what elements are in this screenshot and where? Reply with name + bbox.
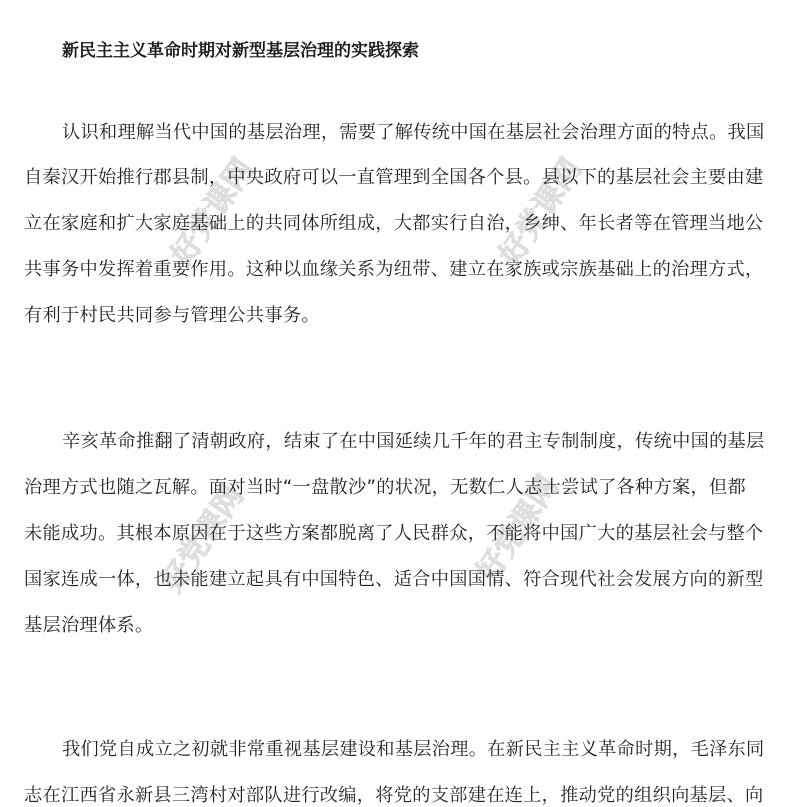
paragraph-line: 未能成功。其根本原因在于这些方案都脱离了人民群众，不能将中国广大的基层社会与整个 [24,523,764,544]
paragraph-line: 治理方式也随之瓦解。面对当时“一盘散沙”的状况，无数仁人志士尝试了各种方案，但都 [24,477,746,498]
paragraph-line: 我们党自成立之初就非常重视基层建设和基层治理。在新民主主义革命时期，毛泽东同 [62,739,765,760]
paragraph-line: 志在江西省永新县三湾村对部队进行改编，将党的支部建在连上，推动党的组织向基层、向 [24,785,764,806]
document-title: 新民主主义革命时期对新型基层治理的实践探索 [62,41,419,61]
paragraph-line: 认识和理解当代中国的基层治理，需要了解传统中国在基层社会治理方面的特点。我国 [62,122,765,143]
watermark: 好党课网 [154,479,251,599]
paragraph-line: 共事务中发挥着重要作用。这种以血缘关系为纽带、建立在家族或宗族基础上的治理方式， [24,259,764,280]
watermark: 好党课网 [164,152,261,272]
paragraph-line: 国家连成一体，也未能建立起具有中国特色、适合中国国情、符合现代社会发展方向的新型 [24,569,764,590]
paragraph-line: 辛亥革命推翻了清朝政府，结束了在中国延续几千年的君主专制制度，传统中国的基层 [62,431,765,452]
paragraph-line: 基层治理体系。 [24,615,154,636]
paragraph-line: 有利于村民共同参与管理公共事务。 [24,305,320,326]
watermark: 好党课网 [492,152,589,272]
watermark: 好党课网 [469,469,566,589]
paragraph-line: 立在家庭和扩大家庭基础上的共同体所组成，大都实行自治，乡绅、年长者等在管理当地公 [24,213,764,234]
paragraph-line: 自秦汉开始推行郡县制，中央政府可以一直管理到全国各个县。县以下的基层社会主要由建 [24,167,764,188]
